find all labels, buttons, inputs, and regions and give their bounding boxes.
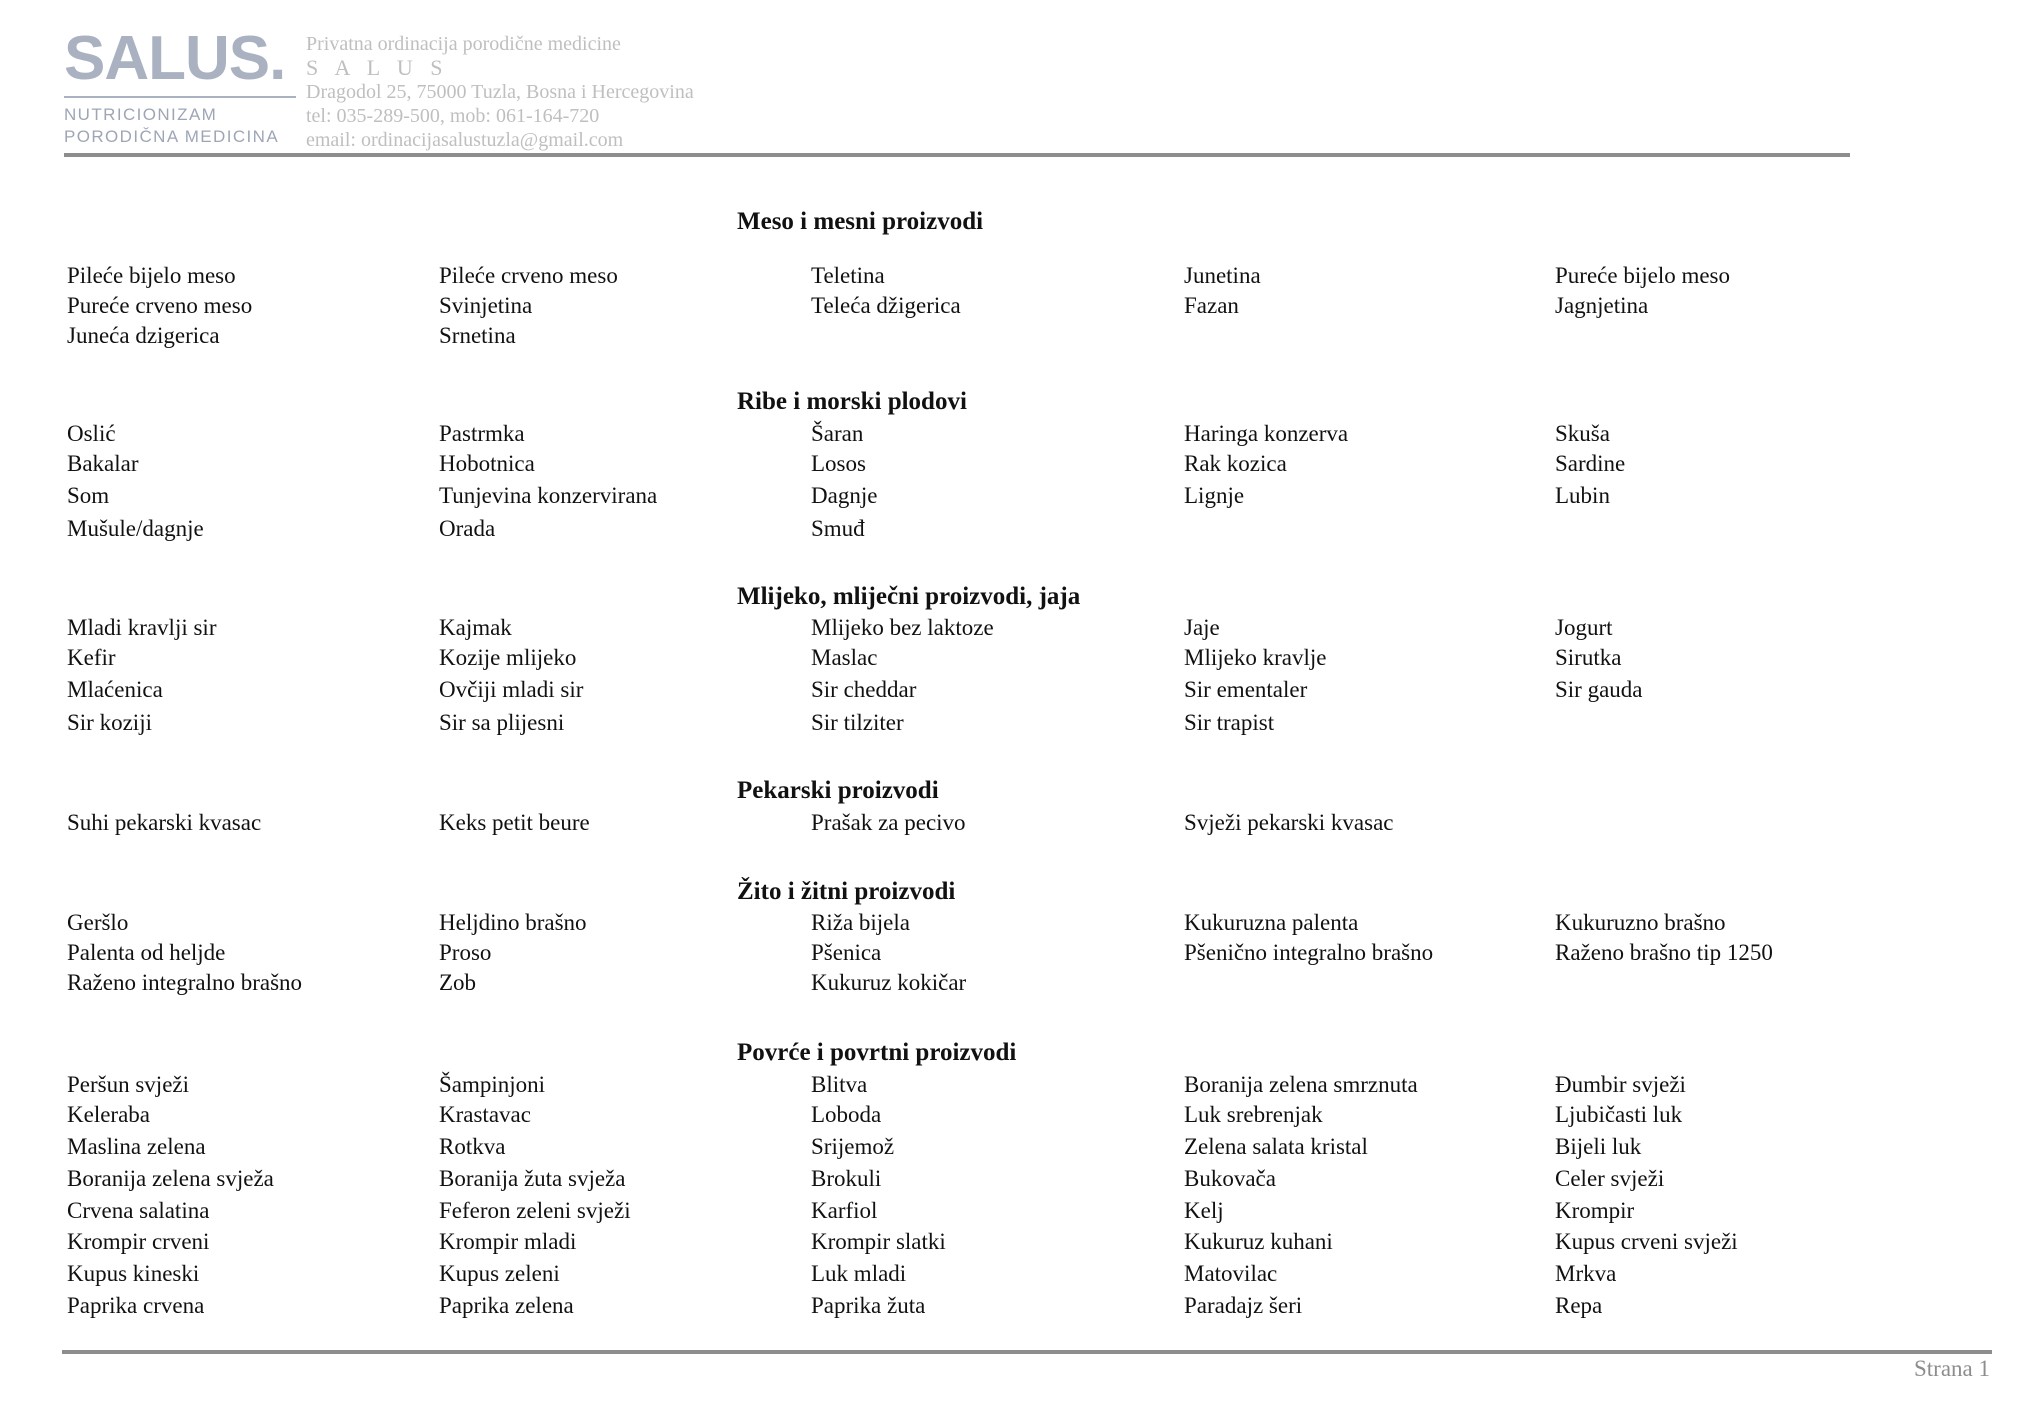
food-item: Blitva xyxy=(811,1072,868,1097)
section-title-dairy: Mlijeko, mliječni proizvodi, jaja xyxy=(737,583,1081,610)
table-row xyxy=(0,708,2040,738)
salus-logo xyxy=(64,24,296,148)
food-item: Matovilac xyxy=(1184,1261,1278,1286)
food-item: Teleća džigerica xyxy=(811,293,961,318)
table-row xyxy=(0,1196,2040,1226)
section-title-fish: Ribe i morski plodovi xyxy=(737,388,967,415)
food-item: Đumbir svježi xyxy=(1555,1072,1686,1097)
food-item: Sir tilziter xyxy=(811,710,904,735)
food-item: Kukuruzno brašno xyxy=(1555,910,1726,935)
food-item: Paprika žuta xyxy=(811,1293,926,1318)
food-item: Šaran xyxy=(811,421,864,446)
table-row xyxy=(0,261,2040,291)
table-row xyxy=(0,675,2040,705)
food-item: Ljubičasti luk xyxy=(1555,1102,1683,1127)
table-row xyxy=(0,1070,2040,1100)
section-title-vegetables: Povrće i povrtni proizvodi xyxy=(737,1039,1017,1066)
food-item: Raženo integralno brašno xyxy=(67,970,303,995)
food-item: Brokuli xyxy=(811,1166,882,1191)
food-item: Haringa konzerva xyxy=(1184,421,1349,446)
food-item: Jagnjetina xyxy=(1555,293,1649,318)
clinic-type: Privatna ordinacija porodične medicine xyxy=(306,33,621,55)
food-item: Geršlo xyxy=(67,910,129,935)
table-row xyxy=(0,1291,2040,1321)
table-row xyxy=(0,419,2040,449)
food-item: Sir koziji xyxy=(67,710,152,735)
food-item: Bakalar xyxy=(67,451,139,476)
table-row xyxy=(0,481,2040,511)
food-item: Pureće crveno meso xyxy=(67,293,253,318)
table-row xyxy=(0,613,2040,643)
food-item: Suhi pekarski kvasac xyxy=(67,810,262,835)
clinic-email: email: ordinacijasalustuzla@gmail.com xyxy=(306,129,624,151)
food-item: Sir trapist xyxy=(1184,710,1275,735)
food-item: Oslić xyxy=(67,421,116,446)
food-item: Som xyxy=(67,483,110,508)
food-item: Bijeli luk xyxy=(1555,1134,1642,1159)
table-row xyxy=(0,1164,2040,1194)
food-item: Lubin xyxy=(1555,483,1610,508)
food-item: Svinjetina xyxy=(439,293,533,318)
food-item: Paprika zelena xyxy=(439,1293,574,1318)
food-item: Keks petit beure xyxy=(439,810,590,835)
food-item: Rotkva xyxy=(439,1134,506,1159)
clinic-address: Dragodol 25, 75000 Tuzla, Bosna i Hercegovina xyxy=(306,81,694,103)
food-item: Krompir crveni xyxy=(67,1229,210,1254)
food-item: Šampinjoni xyxy=(439,1072,546,1097)
food-item: Kupus kineski xyxy=(67,1261,200,1286)
food-item: Kozije mlijeko xyxy=(439,645,577,670)
food-item: Boranija zelena svježa xyxy=(67,1166,274,1191)
food-item: Mrkva xyxy=(1555,1261,1617,1286)
food-item: Sirutka xyxy=(1555,645,1622,670)
food-item: Raženo brašno tip 1250 xyxy=(1555,940,1773,965)
food-item: Kelj xyxy=(1184,1198,1224,1223)
food-item: Sir cheddar xyxy=(811,677,917,702)
clinic-phone: tel: 035-289-500, mob: 061-164-720 xyxy=(306,105,600,127)
food-item: Tunjevina konzervirana xyxy=(439,483,658,508)
table-row xyxy=(0,643,2040,673)
food-item: Zob xyxy=(439,970,477,995)
food-item: Prašak za pecivo xyxy=(811,810,966,835)
food-item: Loboda xyxy=(811,1102,882,1127)
table-row xyxy=(0,1100,2040,1130)
food-item: Krompir mladi xyxy=(439,1229,577,1254)
food-item: Pastrmka xyxy=(439,421,525,446)
header-divider xyxy=(64,153,1850,157)
food-item: Pileće crveno meso xyxy=(439,263,618,288)
food-item: Pileće bijelo meso xyxy=(67,263,236,288)
food-item: Boranija zelena smrznuta xyxy=(1184,1072,1418,1097)
food-item: Kajmak xyxy=(439,615,512,640)
food-item: Peršun svježi xyxy=(67,1072,190,1097)
logo-divider xyxy=(64,96,296,98)
letterhead xyxy=(64,24,1850,156)
food-item: Sir gauda xyxy=(1555,677,1643,702)
food-item: Rak kozica xyxy=(1184,451,1287,476)
food-item: Srnetina xyxy=(439,323,516,348)
food-item: Sir ementaler xyxy=(1184,677,1308,702)
food-item: Mlijeko kravlje xyxy=(1184,645,1327,670)
food-item: Proso xyxy=(439,940,492,965)
table-row xyxy=(0,968,2040,998)
logo-wordmark: SALUS. xyxy=(64,24,286,93)
table-row xyxy=(0,908,2040,938)
table-row xyxy=(0,808,2040,838)
food-item: Orada xyxy=(439,516,496,541)
food-item: Maslac xyxy=(811,645,878,670)
food-item: Kukuruz kokičar xyxy=(811,970,967,995)
section-title-bakery: Pekarski proizvodi xyxy=(737,777,939,804)
food-item: Paradajz šeri xyxy=(1184,1293,1303,1318)
food-item: Pureće bijelo meso xyxy=(1555,263,1731,288)
food-item: Ovčiji mladi sir xyxy=(439,677,584,702)
food-item: Fazan xyxy=(1184,293,1239,318)
food-item: Paprika crvena xyxy=(67,1293,205,1318)
food-item: Sardine xyxy=(1555,451,1626,476)
food-item: Pšenično integralno brašno xyxy=(1184,940,1434,965)
food-item: Dagnje xyxy=(811,483,878,508)
food-item: Kukuruz kuhani xyxy=(1184,1229,1333,1254)
food-item: Bukovača xyxy=(1184,1166,1276,1191)
food-item: Feferon zeleni svježi xyxy=(439,1198,631,1223)
table-row xyxy=(0,449,2040,479)
food-item: Smuđ xyxy=(811,516,865,541)
food-item: Kefir xyxy=(67,645,116,670)
clinic-name: S A L U S xyxy=(306,55,449,80)
food-item: Skuša xyxy=(1555,421,1610,446)
food-item: Riža bijela xyxy=(811,910,910,935)
table-row xyxy=(0,291,2040,321)
section-title-meat: Meso i mesni proizvodi xyxy=(737,208,984,235)
logo-tagline-medicine: PORODIČNA MEDICINA xyxy=(64,127,280,146)
food-item: Boranija žuta svježa xyxy=(439,1166,626,1191)
logo-tagline-nutrition: NUTRICIONIZAM xyxy=(64,105,218,124)
table-row xyxy=(0,1259,2040,1289)
food-item: Luk mladi xyxy=(811,1261,907,1286)
food-item: Jaje xyxy=(1184,615,1220,640)
food-item: Losos xyxy=(811,451,866,476)
food-item: Krompir slatki xyxy=(811,1229,946,1254)
food-item: Mlaćenica xyxy=(67,677,163,702)
clinic-address-block xyxy=(306,32,694,152)
food-item: Teletina xyxy=(811,263,885,288)
food-item: Karfiol xyxy=(811,1198,878,1223)
food-item: Mušule/dagnje xyxy=(67,516,204,541)
food-item: Junetina xyxy=(1184,263,1261,288)
food-item: Jogurt xyxy=(1555,615,1613,640)
page-number: Strana 1 xyxy=(1913,1356,1990,1381)
food-item: Zelena salata kristal xyxy=(1184,1134,1368,1159)
food-item: Hobotnica xyxy=(439,451,535,476)
food-item: Lignje xyxy=(1184,483,1245,508)
food-item: Krastavac xyxy=(439,1102,531,1127)
table-row xyxy=(0,514,2040,544)
food-item: Svježi pekarski kvasac xyxy=(1184,810,1394,835)
food-item: Kupus crveni svježi xyxy=(1555,1229,1738,1254)
food-item: Pšenica xyxy=(811,940,882,965)
food-item: Srijemož xyxy=(811,1134,895,1159)
footer-divider xyxy=(62,1350,1992,1354)
table-row xyxy=(0,321,2040,351)
food-item: Juneća dzigerica xyxy=(67,323,220,348)
food-item: Keleraba xyxy=(67,1102,150,1127)
food-item: Kupus zeleni xyxy=(439,1261,560,1286)
food-item: Maslina zelena xyxy=(67,1134,206,1159)
food-item: Palenta od heljde xyxy=(67,940,226,965)
food-item: Mlijeko bez laktoze xyxy=(811,615,994,640)
food-item: Heljdino brašno xyxy=(439,910,587,935)
food-item: Repa xyxy=(1555,1293,1603,1318)
food-item: Kukuruzna palenta xyxy=(1184,910,1359,935)
food-item: Sir sa plijesni xyxy=(439,710,565,735)
food-item: Luk srebrenjak xyxy=(1184,1102,1323,1127)
food-item: Crvena salatina xyxy=(67,1198,210,1223)
food-item: Celer svježi xyxy=(1555,1166,1665,1191)
table-row xyxy=(0,1227,2040,1257)
food-item: Krompir xyxy=(1555,1198,1635,1223)
table-row xyxy=(0,1132,2040,1162)
food-item: Mladi kravlji sir xyxy=(67,615,217,640)
table-row xyxy=(0,938,2040,968)
section-title-grains: Žito i žitni proizvodi xyxy=(737,878,956,905)
